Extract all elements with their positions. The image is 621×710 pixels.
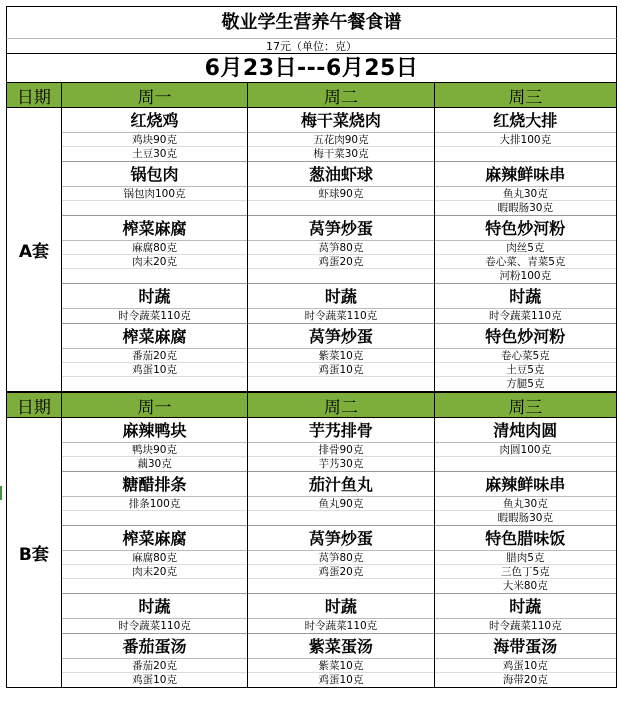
ingredient-line: 腊肉5克 — [435, 551, 616, 565]
menu-tables — [6, 82, 617, 688]
ingredient-line: 时令蔬菜110克 — [118, 620, 191, 632]
header-date: 日期 — [7, 83, 62, 107]
ingredient-line: 鸡蛋10克 — [132, 674, 177, 686]
dish-cell — [62, 108, 247, 162]
ingredient-line: 梅干菜30克 — [313, 148, 369, 160]
ingredient-line: 鸡块90克 — [62, 133, 247, 147]
ingredient-line: 肉末20克 — [62, 565, 247, 579]
ingredient-line: 麻腐80克 — [62, 241, 247, 255]
ingredient-line: 芋艿30克 — [318, 458, 364, 470]
dish-name: 芋艿排骨 — [248, 418, 433, 443]
ingredient-line — [248, 269, 433, 283]
dish-name: 麻辣鲜味串 — [435, 162, 616, 187]
menu-set-a — [6, 108, 617, 392]
dish-cell — [62, 284, 247, 324]
ingredient-line — [62, 377, 247, 391]
dish-name: 时蔬 — [248, 594, 433, 619]
dish-cell — [435, 418, 616, 472]
dish-cell — [435, 634, 616, 687]
dish-cell — [248, 324, 433, 391]
header-wednesday: 周三 — [508, 87, 543, 108]
day-column-wednesday — [435, 418, 616, 687]
dish-cell — [435, 284, 616, 324]
dish-cell — [248, 418, 433, 472]
ingredient-line: 紫菜10克 — [248, 659, 433, 673]
dish-name: 榨菜麻腐 — [62, 216, 247, 241]
dish-cell — [248, 472, 433, 526]
ingredient-line: 肉末20克 — [62, 255, 247, 269]
header-tuesday: 周二 — [248, 393, 434, 417]
ingredient-line: 时令蔬菜110克 — [489, 620, 562, 632]
dish-cell — [248, 634, 433, 687]
header-monday: 周一 — [62, 83, 248, 107]
ingredient-line — [435, 457, 616, 471]
ingredient-line: 鸡蛋10克 — [318, 674, 364, 686]
dish-name: 海带蛋汤 — [435, 634, 616, 659]
ingredient-line: 虾球90克 — [248, 187, 433, 201]
dish-cell — [435, 162, 616, 216]
dish-cell — [435, 324, 616, 391]
dish-name: 麻辣鲜味串 — [435, 472, 616, 497]
dish-cell — [248, 108, 433, 162]
dish-name: 特色炒河粉 — [435, 324, 616, 349]
menu-set-b — [6, 418, 617, 688]
day-column-wednesday — [435, 108, 616, 391]
dish-cell — [248, 284, 433, 324]
ingredient-line — [248, 377, 433, 391]
ingredient-line — [248, 201, 433, 215]
dish-name: 时蔬 — [248, 284, 433, 309]
header-row — [6, 82, 617, 108]
ingredient-line: 五花肉90克 — [248, 133, 433, 147]
ingredient-line: 卷心菜、青菜5克 — [435, 255, 616, 269]
header-wednesday: 周三 — [508, 397, 543, 418]
ingredient-line — [435, 147, 616, 161]
dish-name: 时蔬 — [62, 594, 247, 619]
date-range: 6月23日---6月25日 — [6, 53, 617, 82]
ingredient-line — [248, 579, 433, 593]
set-label: B套 — [7, 418, 62, 687]
ingredient-line: 大米80克 — [502, 580, 548, 592]
ingredient-line — [62, 269, 247, 283]
ingredient-line: 土豆5克 — [435, 363, 616, 377]
header-row — [6, 392, 617, 418]
header-date: 日期 — [7, 393, 62, 417]
ingredient-line: 锅包肉100克 — [62, 187, 247, 201]
dish-cell — [435, 108, 616, 162]
ingredient-line: 紫菜10克 — [248, 349, 433, 363]
ingredient-line: 排骨90克 — [248, 443, 433, 457]
day-column-monday — [62, 108, 248, 391]
dish-name: 特色炒河粉 — [435, 216, 616, 241]
ingredient-line: 鱼丸30克 — [435, 187, 616, 201]
dish-cell — [62, 162, 247, 216]
dish-cell — [62, 418, 247, 472]
dish-name: 糖醋排条 — [62, 472, 247, 497]
dish-name: 清炖肉圆 — [435, 418, 616, 443]
ingredient-line: 卷心菜5克 — [435, 349, 616, 363]
ingredient-line: 肉丝5克 — [435, 241, 616, 255]
dish-name: 时蔬 — [435, 594, 616, 619]
ingredient-line: 鸭块90克 — [62, 443, 247, 457]
dish-name: 红烧大排 — [435, 108, 616, 133]
dish-cell — [248, 526, 433, 594]
dish-cell — [62, 634, 247, 687]
ingredient-line: 鸡蛋10克 — [248, 363, 433, 377]
dish-cell — [248, 216, 433, 284]
dish-name: 红烧鸡 — [62, 108, 247, 133]
dish-cell — [435, 472, 616, 526]
dish-cell — [435, 216, 616, 284]
dish-name: 榨菜麻腐 — [62, 526, 247, 551]
dish-cell — [62, 216, 247, 284]
dish-name: 锅包肉 — [62, 162, 247, 187]
dish-cell — [435, 526, 616, 594]
dish-cell — [248, 594, 433, 634]
ingredient-line: 时令蔬菜110克 — [304, 620, 378, 632]
ingredient-line: 时令蔬菜110克 — [489, 310, 562, 322]
page-title: 敬业学生营养午餐食谱 — [6, 6, 617, 38]
ingredient-line: 莴笋80克 — [248, 551, 433, 565]
ingredient-line: 鸡蛋10克 — [435, 659, 616, 673]
ingredient-line: 时令蔬菜110克 — [118, 310, 191, 322]
ingredient-line: 麻腐80克 — [62, 551, 247, 565]
dish-name: 番茄蛋汤 — [62, 634, 247, 659]
day-column-tuesday — [248, 418, 434, 687]
dish-name: 梅干菜烧肉 — [248, 108, 433, 133]
dish-name: 紫菜蛋汤 — [248, 634, 433, 659]
ingredient-line: 番茄20克 — [62, 349, 247, 363]
ingredient-line: 河粉100克 — [499, 270, 552, 282]
row-selection-marker — [0, 486, 2, 500]
dish-name: 茄汁鱼丸 — [248, 472, 433, 497]
dish-cell — [62, 472, 247, 526]
ingredient-line: 鸡蛋10克 — [62, 363, 247, 377]
dish-cell — [62, 594, 247, 634]
ingredient-line: 莴笋80克 — [248, 241, 433, 255]
dish-name: 莴笋炒蛋 — [248, 216, 433, 241]
dish-name: 时蔬 — [435, 284, 616, 309]
ingredient-line: 大排100克 — [435, 133, 616, 147]
ingredient-line: 鸡蛋20克 — [248, 565, 433, 579]
dish-cell — [62, 324, 247, 391]
dish-name: 莴笋炒蛋 — [248, 324, 433, 349]
day-column-monday — [62, 418, 248, 687]
ingredient-line: 时令蔬菜110克 — [304, 310, 378, 322]
ingredient-line: 鱼丸30克 — [435, 497, 616, 511]
dish-cell — [435, 594, 616, 634]
header-tuesday: 周二 — [248, 83, 434, 107]
ingredient-line — [248, 511, 433, 525]
ingredient-line: 暇暇肠30克 — [497, 202, 553, 214]
set-label: A套 — [7, 108, 62, 391]
header-monday: 周一 — [62, 393, 248, 417]
ingredient-line — [62, 201, 247, 215]
ingredient-line — [62, 579, 247, 593]
day-column-tuesday — [248, 108, 434, 391]
ingredient-line: 鱼丸90克 — [248, 497, 433, 511]
ingredient-line: 暇暇肠30克 — [497, 512, 553, 524]
dish-name: 莴笋炒蛋 — [248, 526, 433, 551]
ingredient-line: 方腿5克 — [506, 378, 545, 390]
price-unit-note: 17元（单位：克） — [6, 38, 617, 53]
dish-name: 时蔬 — [62, 284, 247, 309]
ingredient-line: 番茄20克 — [62, 659, 247, 673]
ingredient-line: 鸡蛋20克 — [248, 255, 433, 269]
menu-sheet — [6, 6, 617, 688]
dish-cell — [248, 162, 433, 216]
dish-cell — [62, 526, 247, 594]
dish-name: 榨菜麻腐 — [62, 324, 247, 349]
ingredient-line: 排条100克 — [62, 497, 247, 511]
ingredient-line: 藕30克 — [137, 458, 172, 470]
ingredient-line: 海带20克 — [502, 674, 548, 686]
ingredient-line: 三色丁5克 — [435, 565, 616, 579]
ingredient-line: 土豆30克 — [132, 148, 177, 160]
ingredient-line — [62, 511, 247, 525]
dish-name: 葱油虾球 — [248, 162, 433, 187]
dish-name: 麻辣鸭块 — [62, 418, 247, 443]
dish-name: 特色腊味饭 — [435, 526, 616, 551]
ingredient-line: 肉圆100克 — [435, 443, 616, 457]
